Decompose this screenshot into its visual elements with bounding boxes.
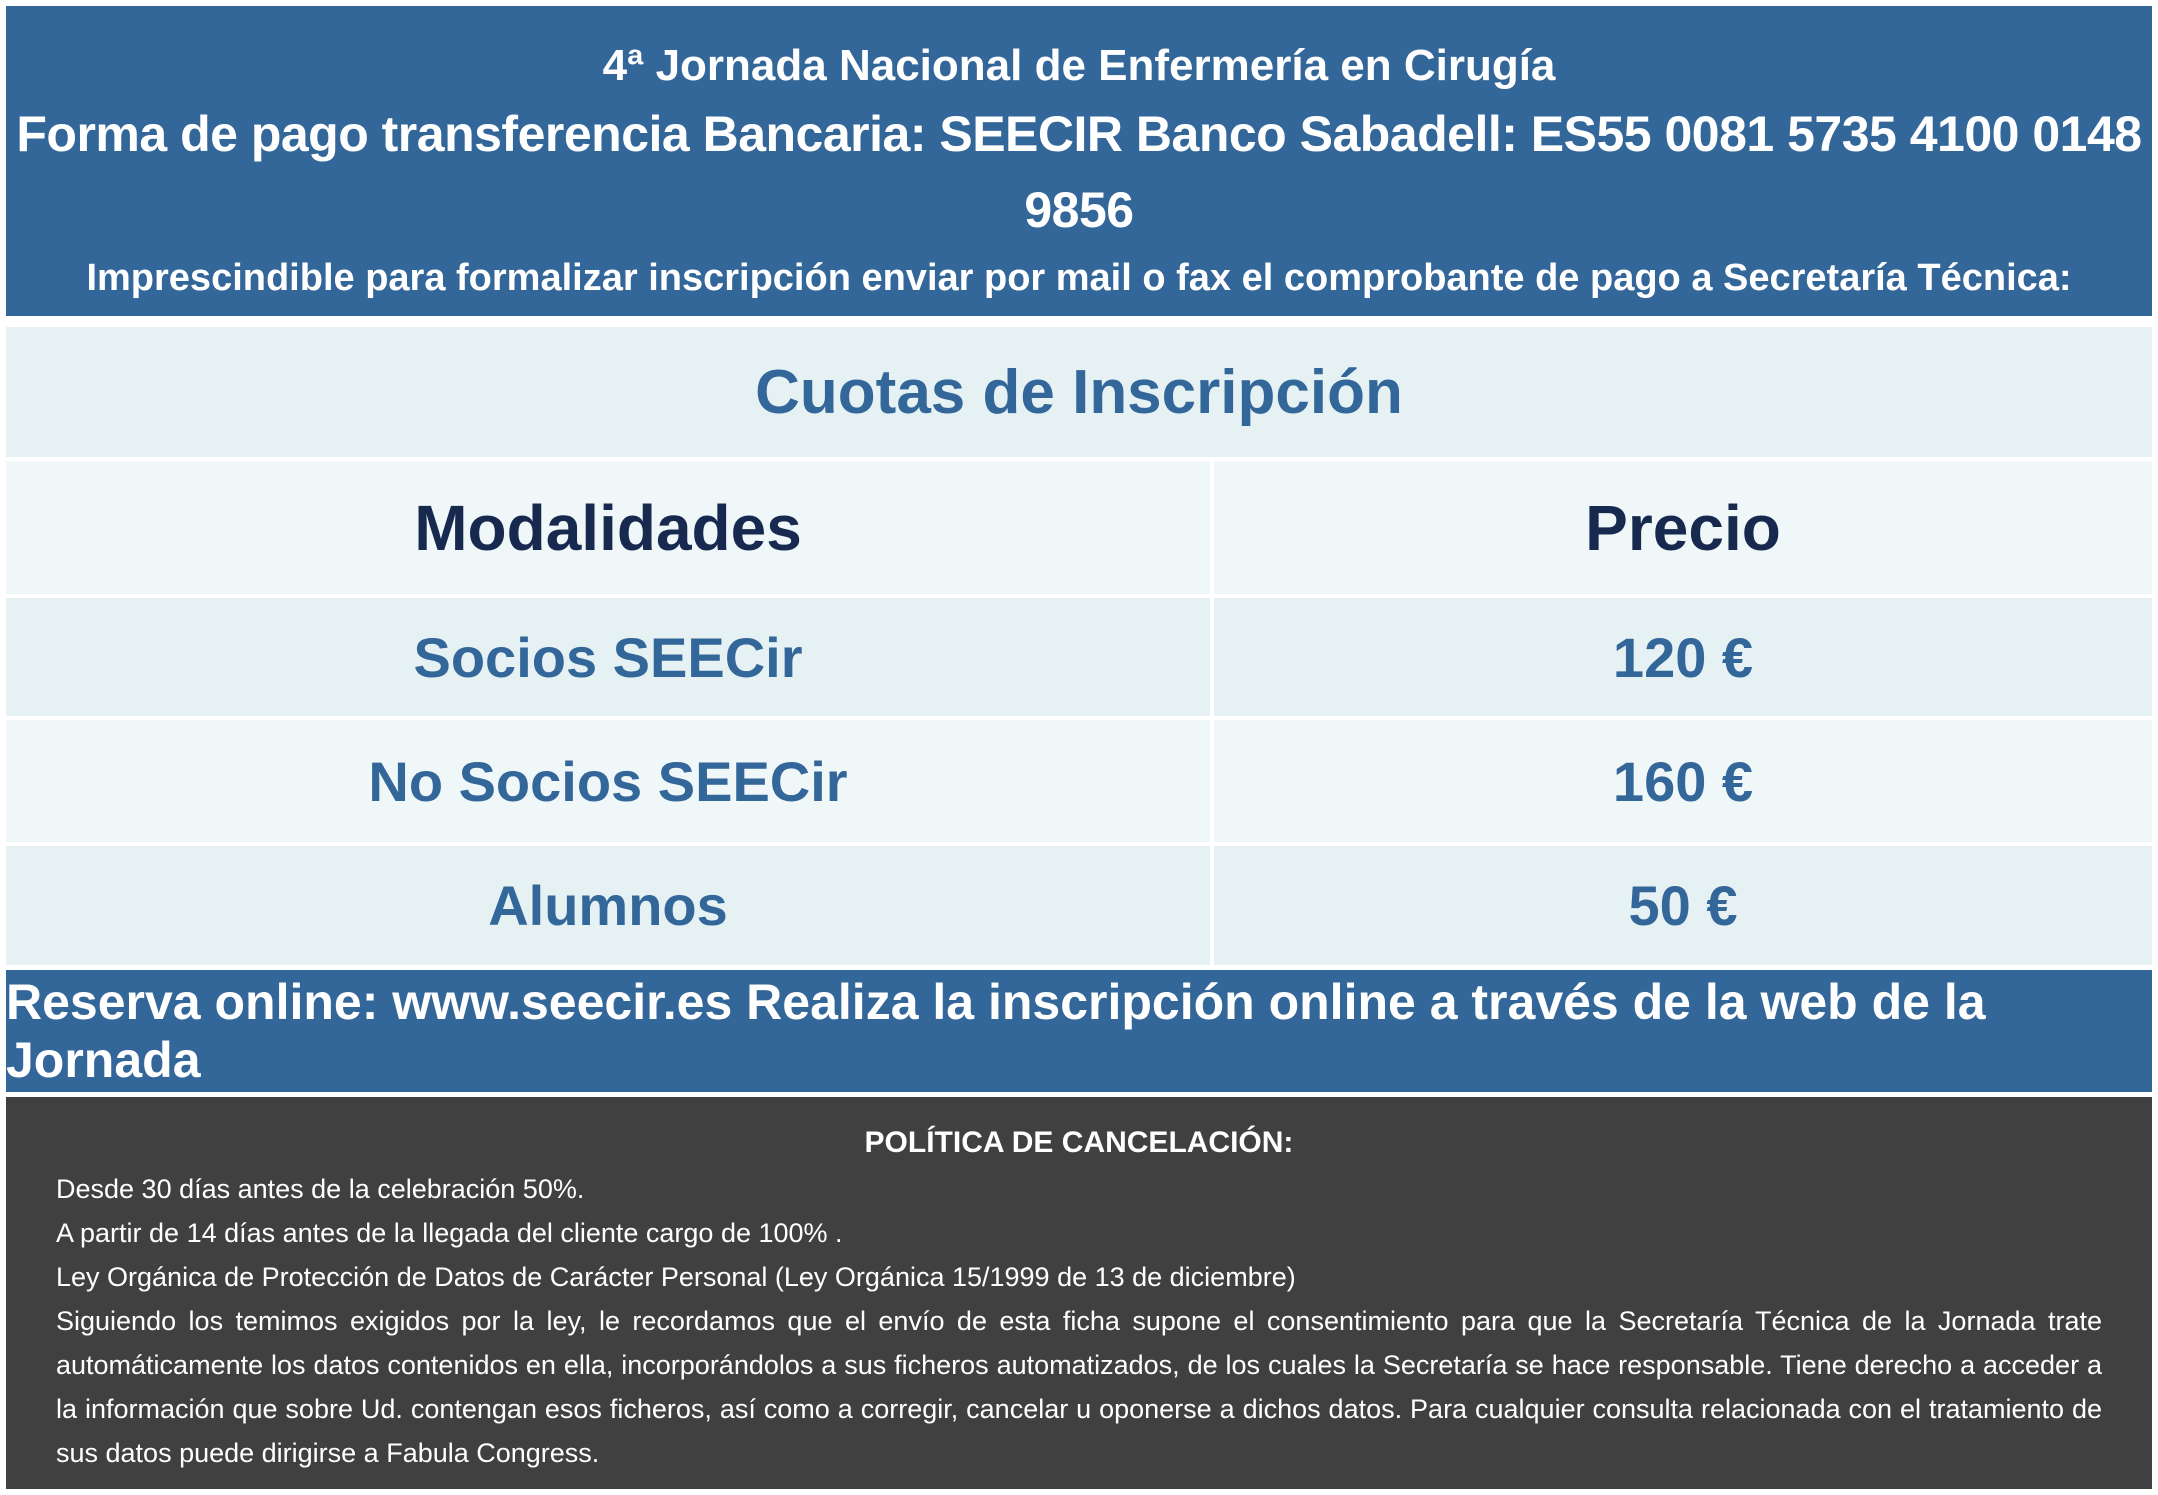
policy-line: Desde 30 días antes de la celebración 50%. [56, 1174, 585, 1204]
column-header-modalidades: Modalidades [6, 461, 1210, 594]
modalidad-cell: Socios SEECir [6, 598, 1210, 716]
table-row [6, 720, 2152, 842]
contact-info: Imprescindible para formalizar inscripción enviar por mail o fax el comprobante de pago a Secretaría Técnica: [86, 257, 2072, 299]
column-header-precio: Precio [1214, 461, 2152, 594]
table-header-row [6, 461, 2152, 594]
precio-cell: 120 € [1214, 598, 2152, 716]
precio-cell: 160 € [1214, 720, 2152, 842]
table-row [6, 598, 2152, 716]
policy-title: POLÍTICA DE CANCELACIÓN: [864, 1126, 1294, 1159]
header-banner [6, 6, 2152, 316]
modalidad-cell: No Socios SEECir [6, 720, 1210, 842]
policy-line: Ley Orgánica de Protección de Datos de Carácter Personal (Ley Orgánica 15/1999 de 13 de diciembre) [56, 1262, 1296, 1292]
payment-info: Forma de pago transferencia Bancaria: SEECIR Banco Sabadell: ES55 0081 5735 4100 0148 9856 [16, 106, 2142, 238]
precio-cell: 50 € [1214, 846, 2152, 965]
table-title: Cuotas de Inscripción [6, 327, 2152, 457]
policy-line: A partir de 14 días antes de la llegada del cliente cargo de 100% . [56, 1218, 843, 1248]
modalidad-cell: Alumnos [6, 846, 1210, 965]
event-title: 4ª Jornada Nacional de Enfermería en Cirugía [602, 41, 1556, 90]
online-reservation-banner: Reserva online: www.seecir.es Realiza la inscripción online a través de la web de la Jornada [6, 970, 2152, 1092]
cancellation-policy [6, 1097, 2152, 1489]
table-row [6, 846, 2152, 965]
policy-paragraph: Siguiendo los temimos exigidos por la ley, le recordamos que el envío de esta ficha supone el consentimiento para que la Secretaría Técnica de la Jornada trate automáticamente los datos contenidos en ella, incorporándolos a sus ficheros automatizados, de los cuales la Secretaría se hace responsable. Tiene derecho a acceder a la información que sobre Ud. contengan esos ficheros, así como a corregir, cancelar u oponerse a dichos datos. Para cualquier consulta relacionada con el tratamiento de sus datos puede dirigirse a Fabula Congress. [56, 1306, 2102, 1468]
